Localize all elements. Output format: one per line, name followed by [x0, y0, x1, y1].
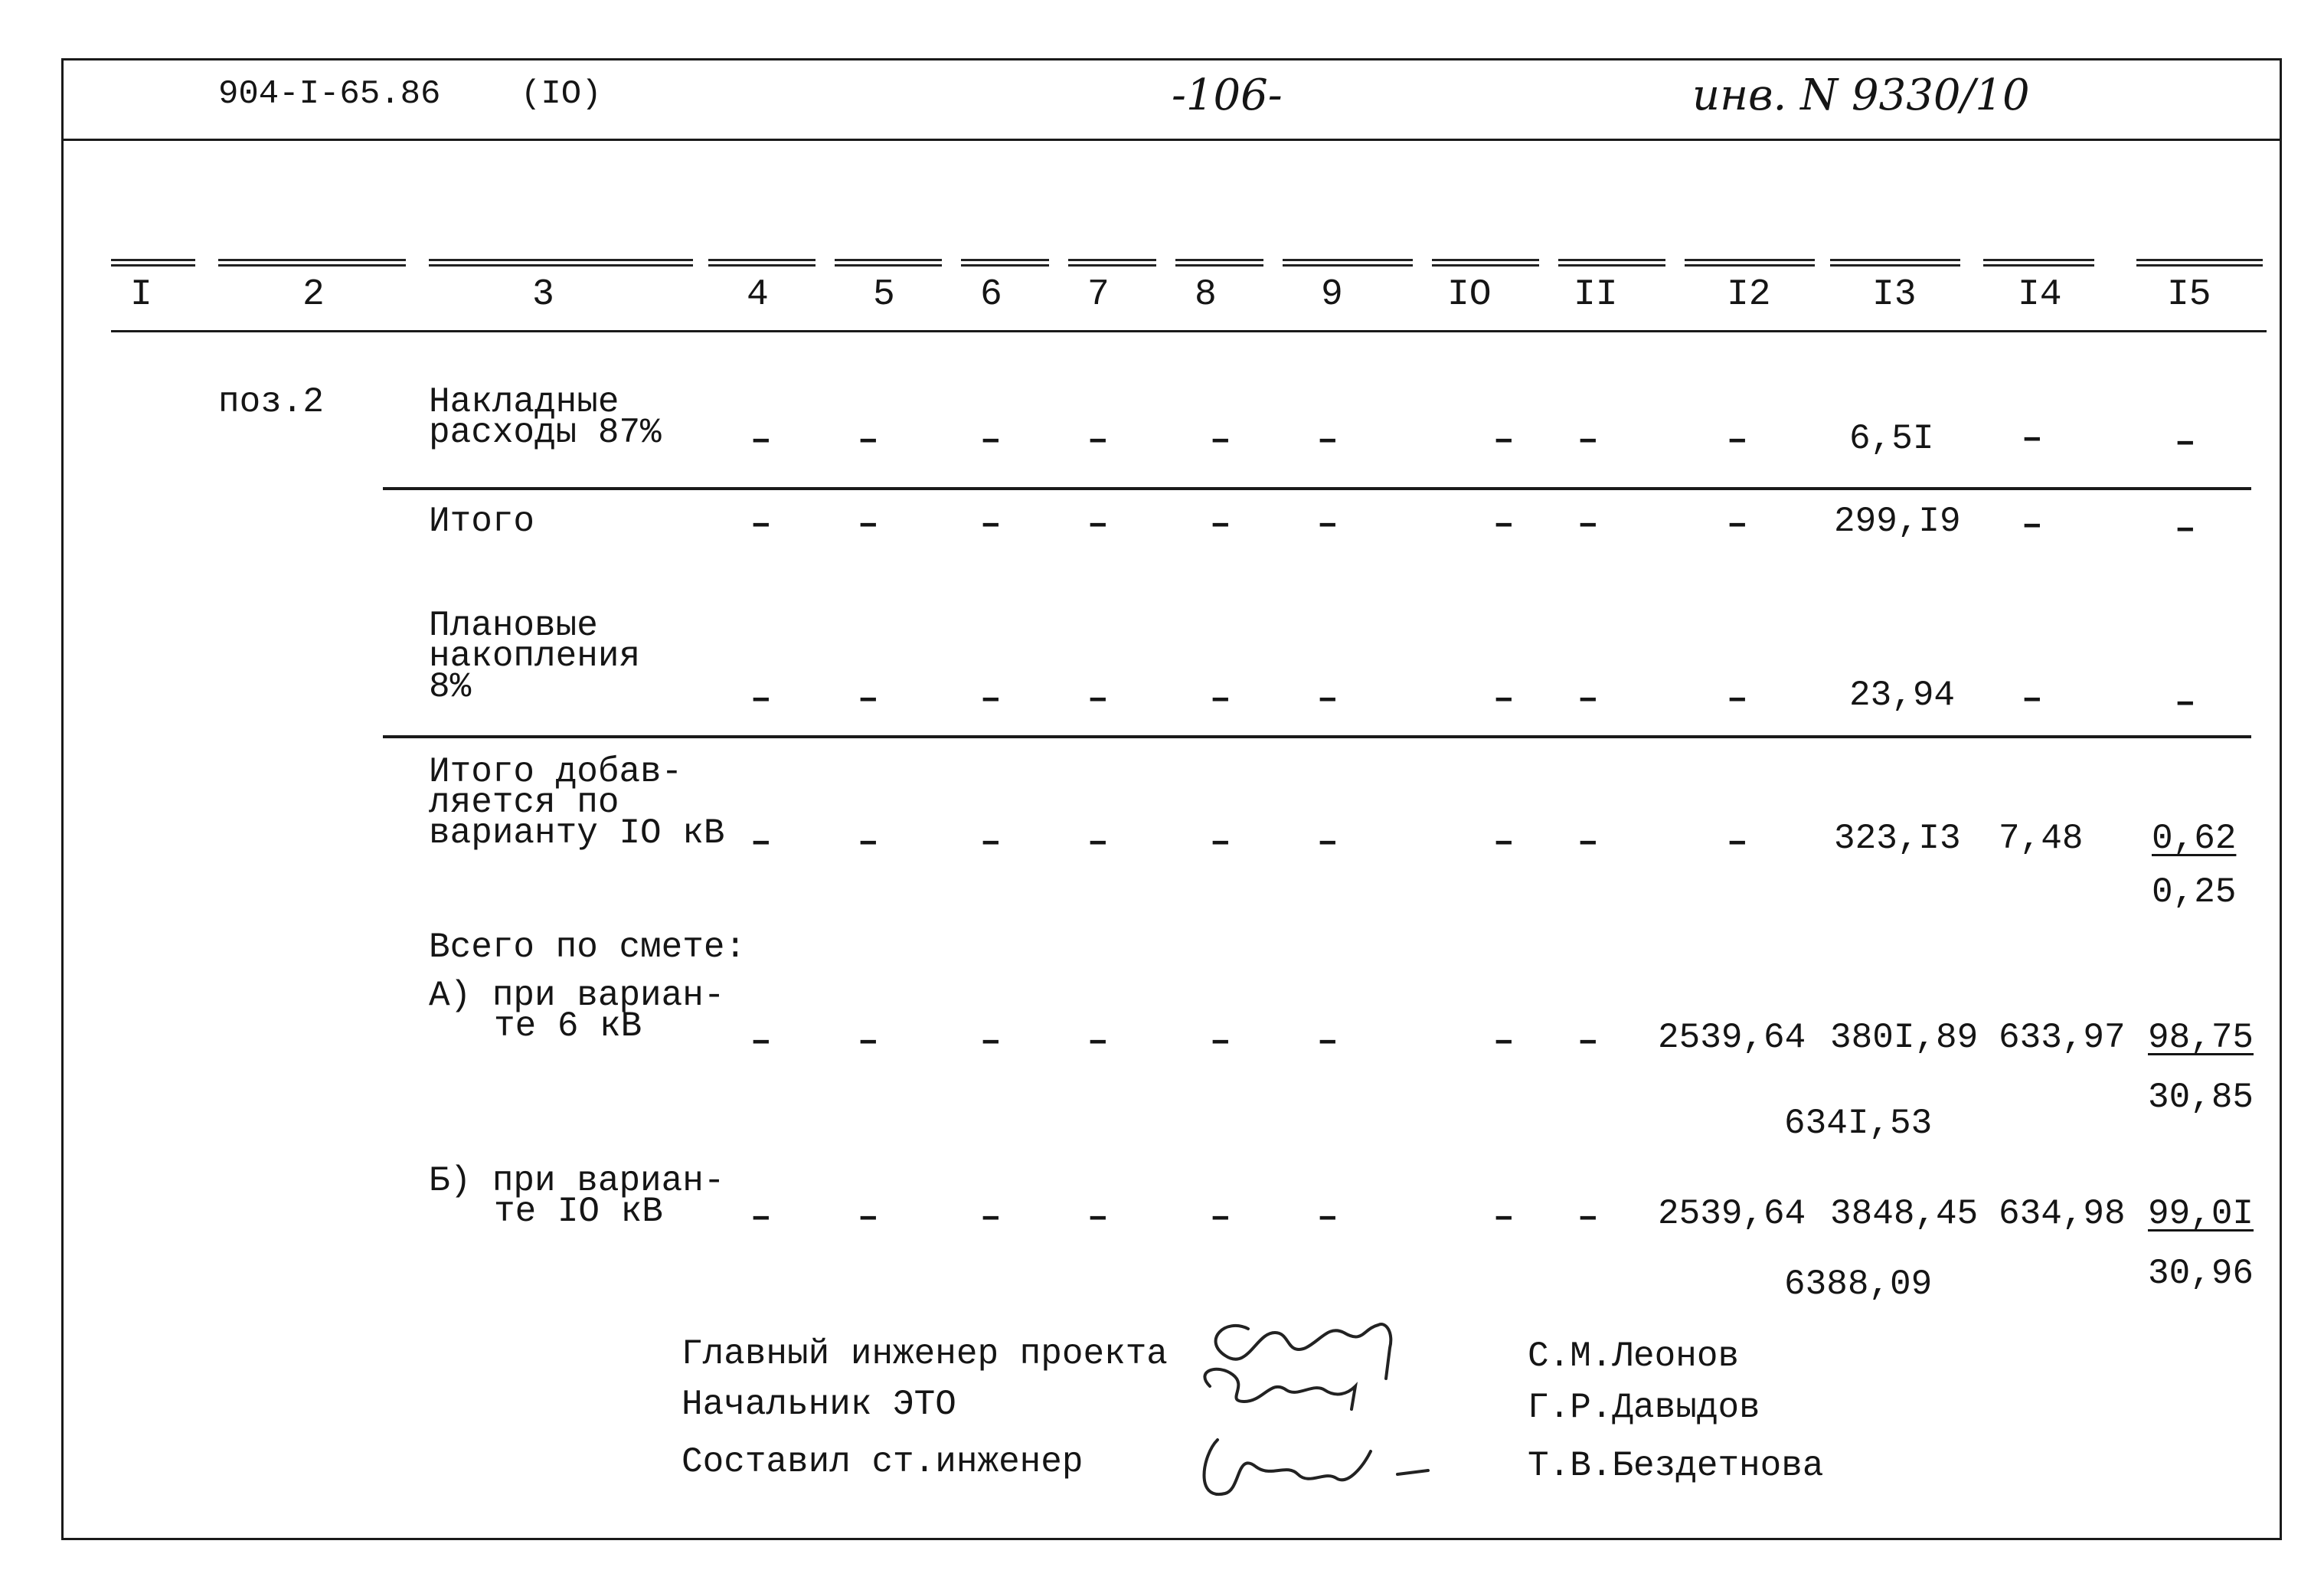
dash-cell: –: [1577, 1022, 1599, 1061]
dash-cell: –: [1727, 420, 1748, 460]
row-separator: [383, 487, 2251, 490]
cell-col15-bottom: 30,85: [2148, 1078, 2254, 1117]
dash-cell: –: [980, 420, 1002, 460]
cell-col15-bottom: 30,96: [2148, 1254, 2254, 1294]
cell-col13: 323,I3: [1834, 819, 1961, 859]
dash-cell: –: [1577, 505, 1599, 545]
doc-part: (IO): [521, 75, 602, 113]
cell-col15: –: [2175, 509, 2196, 549]
column-number: I3: [1872, 274, 1917, 316]
signature-role: Главный инженер проекта: [682, 1334, 1168, 1374]
dash-cell: –: [750, 1198, 772, 1238]
column-number: 2: [302, 274, 325, 316]
dash-cell: –: [1087, 505, 1109, 545]
column-number: 5: [873, 274, 895, 316]
cell-col12: 2539,64: [1658, 1018, 1806, 1058]
dash-cell: –: [858, 505, 879, 545]
dash-cell: –: [1317, 505, 1339, 545]
total-estimate-label: Всего по смете:: [429, 927, 747, 967]
dash-cell: –: [858, 679, 879, 719]
cell-col15-top: 0,62: [2152, 819, 2237, 859]
row-label-line: варианту IO кВ: [429, 813, 725, 853]
cell-col12: 2539,64: [1658, 1194, 1806, 1234]
inventory-number: инв. N 9330/10: [1692, 70, 2030, 120]
row-label-line: накопления: [429, 636, 641, 676]
dash-cell: –: [750, 1022, 772, 1061]
row-label-line: 8%: [429, 667, 472, 707]
page-number: -106-: [1172, 70, 1283, 120]
cell-col14: 634,98: [1999, 1194, 2126, 1234]
variant-b-label-line: те IO кВ: [494, 1192, 663, 1232]
column-number: 7: [1087, 274, 1110, 316]
column-number: 6: [980, 274, 1002, 316]
column-number: 4: [747, 274, 769, 316]
cell-col13: 23,94: [1849, 675, 1956, 715]
column-header-bottom-rule: [111, 330, 2267, 332]
cell-col15-top: 98,75: [2148, 1018, 2254, 1058]
position-label: поз.2: [218, 382, 325, 422]
doc-code: 904-I-65.86: [218, 75, 441, 113]
dash-cell: –: [1087, 823, 1109, 862]
row-separator: [383, 735, 2251, 738]
column-number: I2: [1727, 274, 1771, 316]
dash-cell: –: [980, 823, 1002, 862]
dash-cell: –: [1317, 1198, 1339, 1238]
dash-cell: –: [1087, 1198, 1109, 1238]
cell-col15-bottom: 0,25: [2152, 872, 2237, 912]
dash-cell: –: [1210, 505, 1231, 545]
dash-cell: –: [1727, 679, 1748, 719]
dash-cell: –: [1317, 420, 1339, 460]
dash-cell: –: [1493, 505, 1515, 545]
column-number: I: [130, 274, 152, 316]
handwritten-signatures: [1133, 1287, 1501, 1547]
column-number: I4: [2018, 274, 2062, 316]
cell-col14: 633,97: [1999, 1018, 2126, 1058]
dash-cell: –: [1493, 1022, 1515, 1061]
cell-col14: –: [2022, 679, 2043, 719]
signature-role: Составил ст.инженер: [682, 1442, 1084, 1482]
column-number: 3: [532, 274, 554, 316]
dash-cell: –: [1317, 679, 1339, 719]
row-label-line: Накладные: [429, 382, 619, 422]
dash-cell: –: [1210, 679, 1231, 719]
cell-col15: –: [2175, 423, 2196, 463]
dash-cell: –: [980, 679, 1002, 719]
variant-b-sum: 6388,09: [1784, 1264, 1933, 1304]
dash-cell: –: [1210, 420, 1231, 460]
dash-cell: –: [1727, 823, 1748, 862]
row-label-line: Плановые: [429, 606, 598, 646]
row-label-line: Итого добав-: [429, 752, 683, 792]
variant-b-label-line: Б) при вариан-: [429, 1161, 725, 1201]
signature-role: Начальник ЭТО: [682, 1385, 956, 1425]
dash-cell: –: [1493, 420, 1515, 460]
dash-cell: –: [1493, 1198, 1515, 1238]
row-label-line: ляется по: [429, 783, 619, 823]
dash-cell: –: [1087, 420, 1109, 460]
signature-name: С.М.Леонов: [1528, 1336, 1740, 1376]
dash-cell: –: [1577, 823, 1599, 862]
dash-cell: –: [1317, 1022, 1339, 1061]
cell-col14: 7,48: [1999, 819, 2084, 859]
dash-cell: –: [1210, 1022, 1231, 1061]
dash-cell: –: [1577, 420, 1599, 460]
column-number: I5: [2167, 274, 2211, 316]
cell-col13: 6,5I: [1849, 419, 1934, 459]
dash-cell: –: [1577, 679, 1599, 719]
dash-cell: –: [1087, 679, 1109, 719]
dash-cell: –: [1727, 505, 1748, 545]
column-number: IO: [1447, 274, 1492, 316]
dash-cell: –: [750, 823, 772, 862]
signature-name: Т.В.Бездетнова: [1528, 1446, 1824, 1486]
dash-cell: –: [1577, 1198, 1599, 1238]
dash-cell: –: [1210, 823, 1231, 862]
column-number: 9: [1321, 274, 1343, 316]
dash-cell: –: [1493, 679, 1515, 719]
cell-col15: –: [2175, 683, 2196, 723]
dash-cell: –: [980, 1198, 1002, 1238]
dash-cell: –: [858, 1198, 879, 1238]
cell-col13: 3848,45: [1830, 1194, 1979, 1234]
dash-cell: –: [750, 420, 772, 460]
dash-cell: –: [750, 679, 772, 719]
column-number: II: [1574, 274, 1618, 316]
column-number: 8: [1195, 274, 1217, 316]
cell-col14: –: [2022, 505, 2043, 545]
dash-cell: –: [980, 1022, 1002, 1061]
dash-cell: –: [858, 420, 879, 460]
variant-a-label-line: А) при вариан-: [429, 976, 725, 1016]
row-label-line: Итого: [429, 502, 535, 541]
dash-cell: –: [858, 1022, 879, 1061]
signature-name: Г.Р.Давыдов: [1528, 1388, 1760, 1428]
dash-cell: –: [1087, 1022, 1109, 1061]
dash-cell: –: [980, 505, 1002, 545]
cell-col14: –: [2022, 419, 2043, 459]
dash-cell: –: [858, 823, 879, 862]
row-label-line: расходы 87%: [429, 413, 662, 453]
header-divider: [61, 139, 2282, 141]
cell-col15-top: 99,0I: [2148, 1194, 2254, 1234]
cell-col13: 380I,89: [1830, 1018, 1979, 1058]
variant-a-label-line: те 6 кВ: [494, 1006, 642, 1046]
dash-cell: –: [1317, 823, 1339, 862]
dash-cell: –: [750, 505, 772, 545]
dash-cell: –: [1493, 823, 1515, 862]
dash-cell: –: [1210, 1198, 1231, 1238]
cell-col13: 299,I9: [1834, 502, 1961, 541]
variant-a-sum: 634I,53: [1784, 1104, 1933, 1143]
